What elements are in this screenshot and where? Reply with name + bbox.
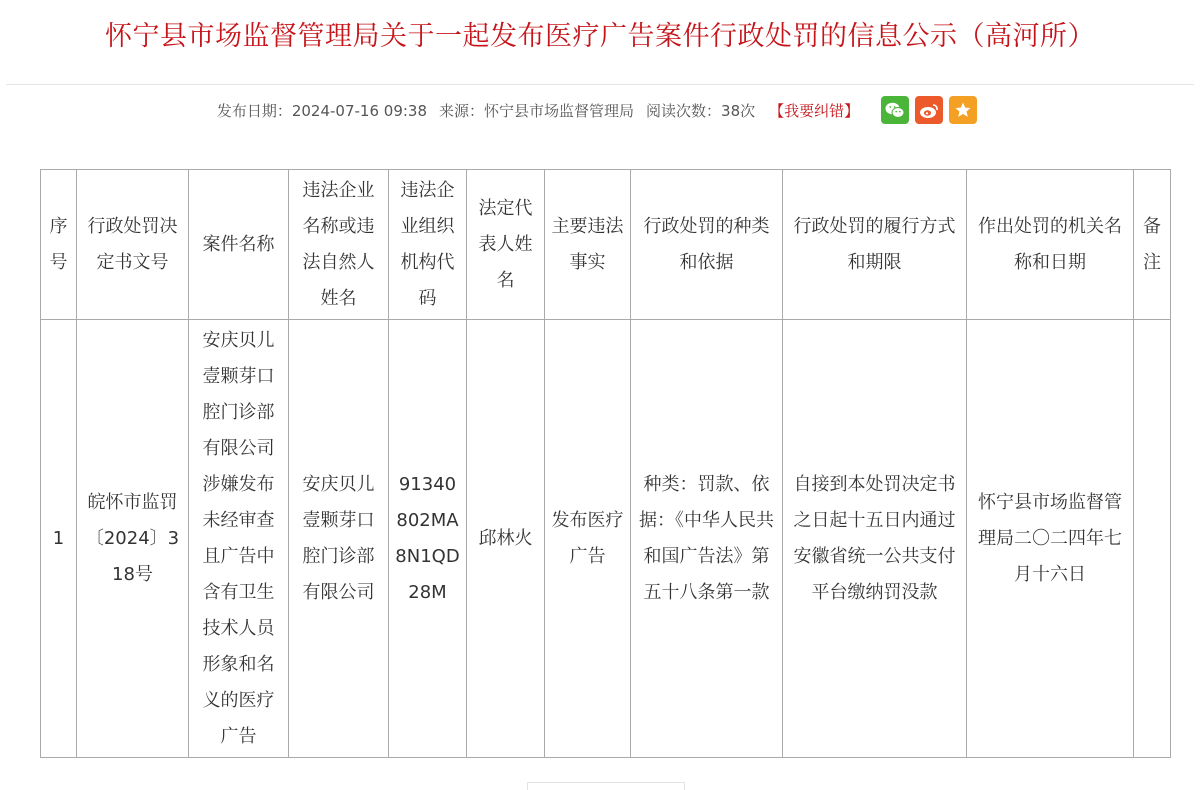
- table-cell: 1: [41, 320, 77, 758]
- header-cell: 法定代表人姓名: [467, 170, 545, 320]
- table-header-row: [41, 170, 1171, 320]
- penalty-info-table: [40, 169, 1171, 758]
- star-icon[interactable]: [949, 96, 977, 124]
- header-cell: 违法企业组织机构代码: [389, 170, 467, 320]
- header-cell: 行政处罚决定书文号: [77, 170, 189, 320]
- table-cell: 怀宁县市场监督管理局二〇二四年七月十六日: [967, 320, 1134, 758]
- weibo-icon[interactable]: [915, 96, 943, 124]
- header-cell: 违法企业名称或违法自然人姓名: [289, 170, 389, 320]
- correction-link[interactable]: 【我要纠错】: [769, 101, 860, 120]
- header-cell: 行政处罚的履行方式和期限: [783, 170, 967, 320]
- page-title: 怀宁县市场监督管理局关于一起发布医疗广告案件行政处罚的信息公示（高河所）: [105, 21, 1095, 52]
- wechat-icon[interactable]: [881, 96, 909, 124]
- table-cell: 自接到本处罚决定书之日起十五日内通过安徽省统一公共支付平台缴纳罚没款: [783, 320, 967, 758]
- header-cell: 备注: [1134, 170, 1171, 320]
- header-cell: 行政处罚的种类和依据: [631, 170, 783, 320]
- table-row: [41, 320, 1171, 758]
- table-cell: 种类：罚款、依据：《中华人民共和国广告法》第五十八条第一款: [631, 320, 783, 758]
- table-cell: 邱林火: [467, 320, 545, 758]
- header-cell: 序号: [41, 170, 77, 320]
- read-count: 阅读次数：38次: [646, 101, 756, 120]
- article-meta: [0, 94, 1200, 126]
- source: 来源：怀宁县市场监督管理局: [439, 101, 635, 120]
- table-cell: 皖怀市监罚〔2024〕318号: [77, 320, 189, 758]
- table-cell: 安庆贝儿壹颗芽口腔门诊部有限公司: [289, 320, 389, 758]
- table-cell: 91340802MA8N1QD28M: [389, 320, 467, 758]
- divider: [6, 84, 1194, 85]
- publish-date: 发布日期：2024-07-16 09:38: [216, 101, 428, 120]
- table-cell: [1134, 320, 1171, 758]
- header-cell: 主要违法事实: [545, 170, 631, 320]
- table-cell: 发布医疗广告: [545, 320, 631, 758]
- header-cell: 案件名称: [189, 170, 289, 320]
- table-cell: 安庆贝儿壹颗芽口腔门诊部有限公司涉嫌发布未经审查且广告中含有卫生技术人员形象和名义的医疗广告: [189, 320, 289, 758]
- header-cell: 作出处罚的机关名称和日期: [967, 170, 1134, 320]
